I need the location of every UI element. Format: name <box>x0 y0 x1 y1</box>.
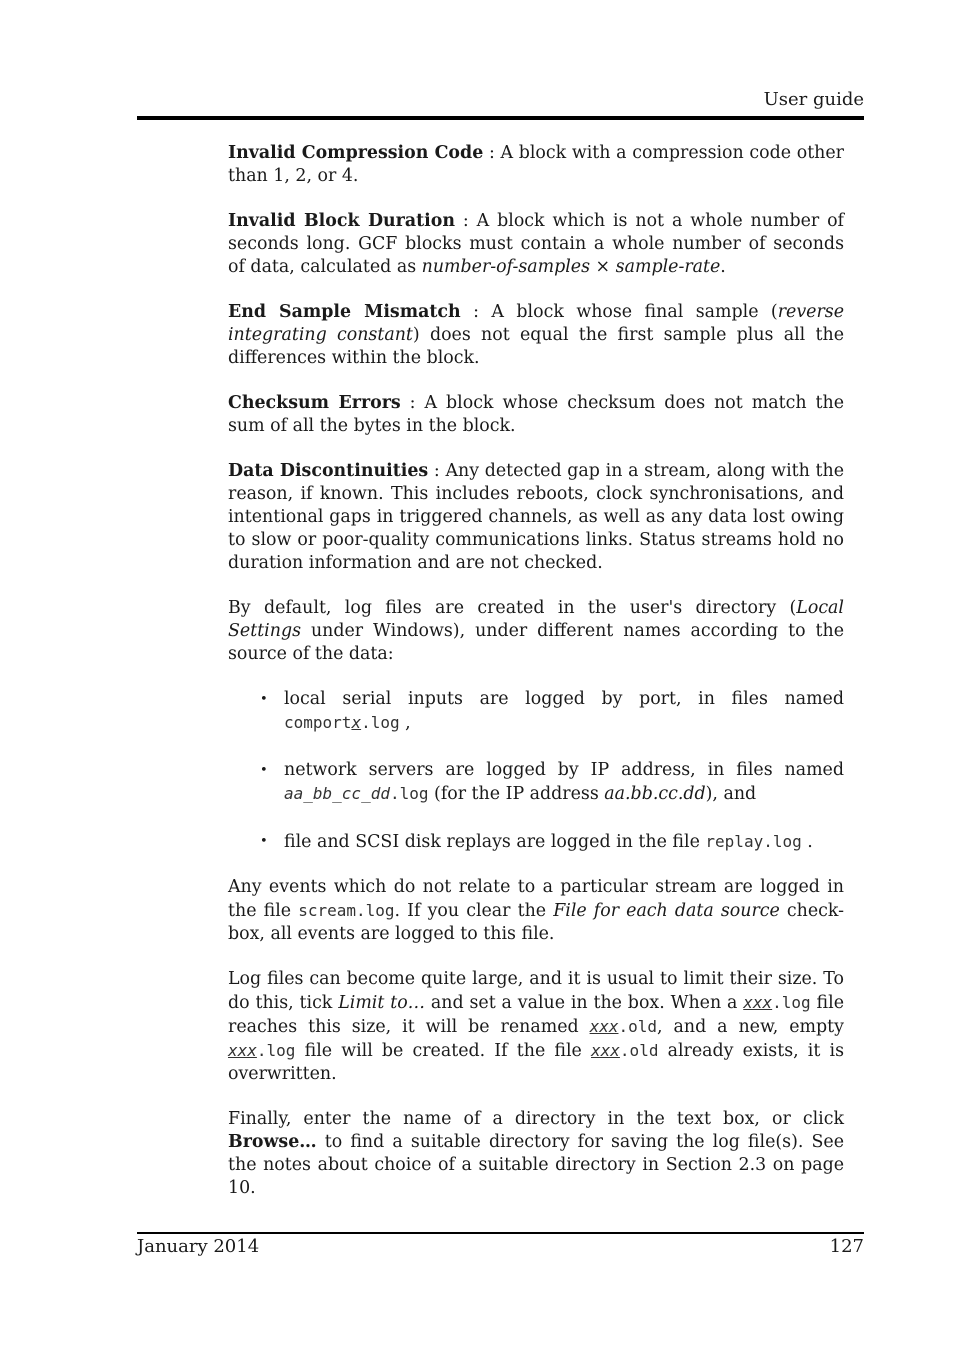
page-body <box>228 142 844 1222</box>
filename-part: .log <box>361 713 400 732</box>
definition-invalid-compression <box>228 142 844 188</box>
filename-variable: xxx <box>228 1041 257 1060</box>
emphasis: File for each data source <box>553 901 780 921</box>
text: Log files can become quite large, and it is usual to limit their size. To do this, tick <box>228 969 844 1013</box>
definition-term: Data Discontinuities <box>228 461 429 481</box>
definition-term: Invalid Compression Code <box>228 143 484 163</box>
definition-text: : Any detected gap in a stream, along with the reason, if known. This includes reboots, clock synchronisations, and intentional gaps in triggered channels, as well as any data lost owing to slow or poor-quality communications links. Status streams hold no duration information and are not checked. <box>228 461 844 573</box>
filename-variable: xxx <box>743 993 773 1012</box>
text: under Windows), under different names according to the source of the data: <box>228 621 844 664</box>
filename-part: comport <box>284 713 352 732</box>
text: check-box, all events are logged to this file. <box>228 901 844 944</box>
header-rule <box>137 116 864 120</box>
text: Finally, enter the name of a directory in the text box, or click <box>228 1109 844 1129</box>
log-size-paragraph <box>228 968 844 1086</box>
text: to find a suitable directory for saving the log file(s). See the notes about choice of a suitable directory in Section 2.3 on page 10. <box>228 1132 844 1198</box>
filename-variable: xxx <box>589 1017 619 1036</box>
definition-text: ) does not equal the first sample plus all the differences within the block. <box>228 325 844 368</box>
filename-part: .log <box>256 1041 296 1060</box>
text: , and a new, empty <box>657 1017 844 1037</box>
definition-text: : A block whose final sample ( <box>460 302 778 322</box>
text: Any events which do not relate to a particular stream are logged in the file <box>228 877 844 921</box>
filename-part: .log <box>772 993 811 1012</box>
emphasis: sample-rate <box>615 257 721 277</box>
definition-term: Invalid Block Duration <box>228 211 455 231</box>
emphasis: Local Settings <box>228 598 844 641</box>
text: already exists, it is overwritten. <box>228 1041 844 1084</box>
text: file reaches this size, it will be renamed <box>228 993 844 1037</box>
text: ), and <box>705 784 757 804</box>
text: file will be created. If the file <box>295 1041 592 1061</box>
filename <box>228 1041 295 1060</box>
filename-part: .log <box>389 784 429 803</box>
page-number: 127 <box>829 1236 864 1257</box>
emphasis: aa.bb.cc.dd <box>604 784 706 804</box>
filename-part: .old <box>618 1017 658 1036</box>
footer-rule <box>137 1232 864 1234</box>
definition-term: End Sample Mismatch <box>228 302 461 322</box>
text: , <box>399 713 411 733</box>
footer-date: January 2014 <box>137 1236 260 1257</box>
definition-text: × <box>590 257 616 277</box>
browse-label: Browse… <box>228 1132 317 1152</box>
definition-text: : A block with a compression code other than 1, 2, or 4. <box>228 143 844 186</box>
emphasis: number-of-samples <box>421 257 591 277</box>
emphasis: Limit to… <box>338 993 426 1013</box>
filename: scream.log <box>298 901 395 920</box>
text: and set a value in the box. When a <box>425 993 744 1013</box>
filename <box>591 1041 658 1060</box>
filename <box>284 784 429 803</box>
definition-text: . <box>720 257 726 277</box>
list-item <box>228 830 844 854</box>
definition-invalid-duration <box>228 210 844 279</box>
text: (for the IP address <box>428 784 605 804</box>
list-item <box>228 688 844 735</box>
filename-variable: xxx <box>591 1041 620 1060</box>
filename-part: .old <box>619 1041 659 1060</box>
text: file and SCSI disk replays are logged in the file <box>284 832 706 852</box>
list-item <box>228 759 844 806</box>
default-location-paragraph <box>228 597 844 666</box>
text: By default, log files are created in the user's directory ( <box>228 598 797 618</box>
text: . If you clear the <box>394 901 554 921</box>
filename: replay.log <box>705 832 802 851</box>
definition-checksum <box>228 392 844 438</box>
definition-discontinuities <box>228 460 844 575</box>
events-paragraph <box>228 876 844 946</box>
filename-variable: aa_bb_cc_dd <box>284 784 390 803</box>
filename <box>284 713 400 732</box>
text: . <box>801 832 813 852</box>
finally-paragraph <box>228 1108 844 1200</box>
log-name-list <box>228 688 844 854</box>
text: network servers are logged by IP address, in files named <box>284 760 844 780</box>
filename <box>590 1017 657 1036</box>
filename-variable: x <box>351 713 362 732</box>
definition-term: Checksum Errors <box>228 393 401 413</box>
filename <box>743 993 810 1012</box>
definition-end-sample <box>228 301 844 370</box>
definition-text: : A block which is not a whole number of seconds long. GCF blocks must contain a whole number of seconds of data, calculated as <box>228 211 844 277</box>
running-header: User guide <box>763 89 864 110</box>
text: local serial inputs are logged by port, in files named <box>284 689 844 709</box>
definition-text: : A block whose checksum does not match the sum of all the bytes in the block. <box>228 393 844 436</box>
emphasis: reverse integrating constant <box>228 302 844 345</box>
